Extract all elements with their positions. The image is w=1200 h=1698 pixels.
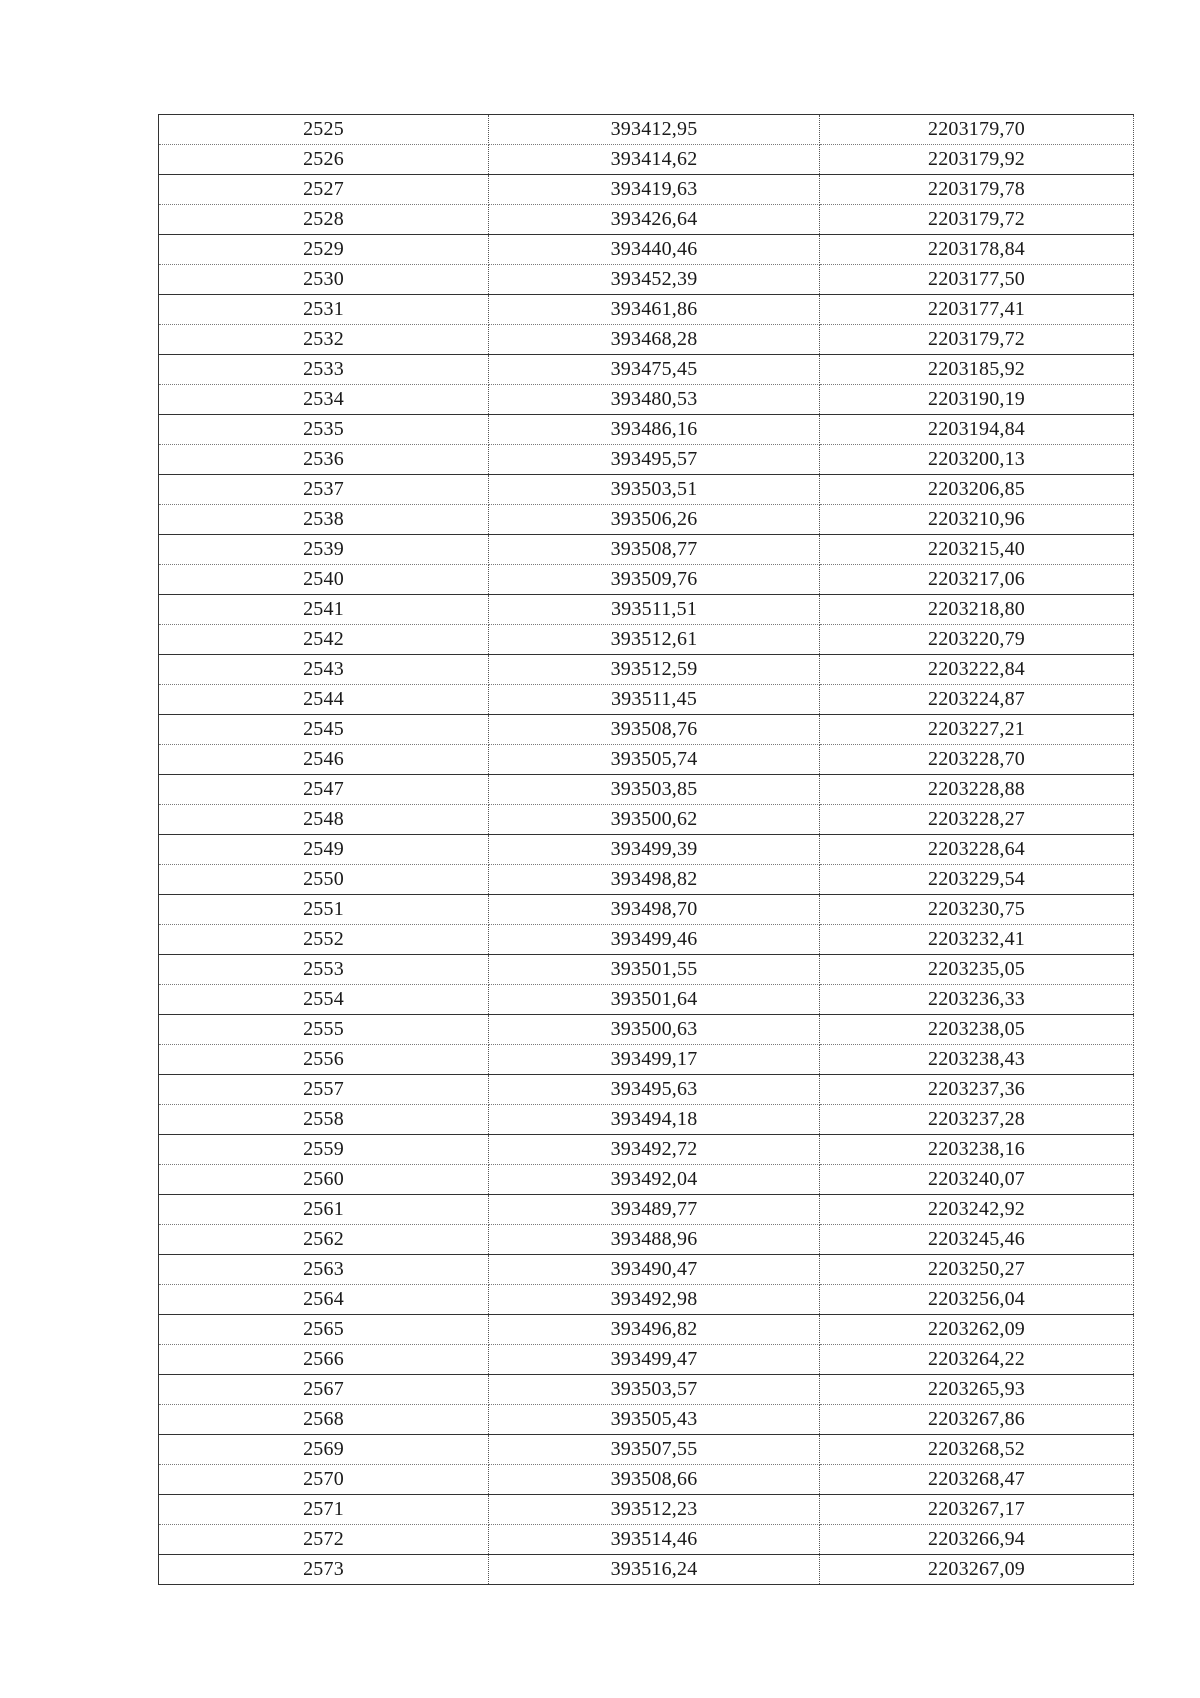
y-coordinate-cell: 2203194,84 [820,415,1134,445]
point-number-cell: 2543 [159,655,489,685]
point-number-cell: 2537 [159,475,489,505]
x-coordinate-cell: 393480,53 [489,385,820,415]
table-row [159,925,1134,955]
table-row [159,145,1134,175]
table-row [159,1405,1134,1435]
table-row [159,1345,1134,1375]
table-row [159,1435,1134,1465]
table-row [159,685,1134,715]
x-coordinate-cell: 393489,77 [489,1195,820,1225]
x-coordinate-cell: 393498,82 [489,865,820,895]
table-row [159,565,1134,595]
table-row [159,205,1134,235]
y-coordinate-cell: 2203238,43 [820,1045,1134,1075]
point-number-cell: 2563 [159,1255,489,1285]
x-coordinate-cell: 393508,77 [489,535,820,565]
point-number-cell: 2531 [159,295,489,325]
table-row [159,1045,1134,1075]
table-row [159,715,1134,745]
y-coordinate-cell: 2203232,41 [820,925,1134,955]
table-row [159,1285,1134,1315]
y-coordinate-cell: 2203228,70 [820,745,1134,775]
table-row [159,1525,1134,1555]
point-number-cell: 2555 [159,1015,489,1045]
point-number-cell: 2566 [159,1345,489,1375]
x-coordinate-cell: 393512,59 [489,655,820,685]
y-coordinate-cell: 2203267,17 [820,1495,1134,1525]
y-coordinate-cell: 2203256,04 [820,1285,1134,1315]
y-coordinate-cell: 2203229,54 [820,865,1134,895]
point-number-cell: 2554 [159,985,489,1015]
y-coordinate-cell: 2203218,80 [820,595,1134,625]
y-coordinate-cell: 2203267,09 [820,1555,1134,1585]
x-coordinate-cell: 393512,61 [489,625,820,655]
table-row [159,265,1134,295]
y-coordinate-cell: 2203179,70 [820,115,1134,145]
point-number-cell: 2539 [159,535,489,565]
y-coordinate-cell: 2203230,75 [820,895,1134,925]
y-coordinate-cell: 2203210,96 [820,505,1134,535]
x-coordinate-cell: 393496,82 [489,1315,820,1345]
y-coordinate-cell: 2203178,84 [820,235,1134,265]
x-coordinate-cell: 393490,47 [489,1255,820,1285]
y-coordinate-cell: 2203267,86 [820,1405,1134,1435]
point-number-cell: 2558 [159,1105,489,1135]
x-coordinate-cell: 393414,62 [489,145,820,175]
point-number-cell: 2545 [159,715,489,745]
table-row [159,655,1134,685]
x-coordinate-cell: 393499,39 [489,835,820,865]
point-number-cell: 2556 [159,1045,489,1075]
y-coordinate-cell: 2203177,50 [820,265,1134,295]
table-row [159,1135,1134,1165]
point-number-cell: 2570 [159,1465,489,1495]
x-coordinate-cell: 393486,16 [489,415,820,445]
x-coordinate-cell: 393509,76 [489,565,820,595]
point-number-cell: 2542 [159,625,489,655]
x-coordinate-cell: 393492,04 [489,1165,820,1195]
y-coordinate-cell: 2203228,88 [820,775,1134,805]
x-coordinate-cell: 393440,46 [489,235,820,265]
table-row [159,415,1134,445]
table-row [159,1255,1134,1285]
table-row [159,235,1134,265]
y-coordinate-cell: 2203179,72 [820,205,1134,235]
point-number-cell: 2559 [159,1135,489,1165]
point-number-cell: 2568 [159,1405,489,1435]
point-number-cell: 2544 [159,685,489,715]
table-row [159,955,1134,985]
point-number-cell: 2552 [159,925,489,955]
point-number-cell: 2535 [159,415,489,445]
table-row [159,535,1134,565]
x-coordinate-cell: 393506,26 [489,505,820,535]
y-coordinate-cell: 2203206,85 [820,475,1134,505]
point-number-cell: 2527 [159,175,489,205]
point-number-cell: 2573 [159,1555,489,1585]
table-row [159,325,1134,355]
x-coordinate-cell: 393468,28 [489,325,820,355]
y-coordinate-cell: 2203238,05 [820,1015,1134,1045]
x-coordinate-cell: 393495,63 [489,1075,820,1105]
point-number-cell: 2546 [159,745,489,775]
x-coordinate-cell: 393503,57 [489,1375,820,1405]
table-row [159,1465,1134,1495]
table-row [159,295,1134,325]
y-coordinate-cell: 2203266,94 [820,1525,1134,1555]
table-row [159,985,1134,1015]
table-row [159,1495,1134,1525]
table-row [159,835,1134,865]
point-number-cell: 2560 [159,1165,489,1195]
point-number-cell: 2526 [159,145,489,175]
point-number-cell: 2572 [159,1525,489,1555]
table-row [159,505,1134,535]
y-coordinate-cell: 2203200,13 [820,445,1134,475]
table-row [159,1315,1134,1345]
x-coordinate-cell: 393503,85 [489,775,820,805]
x-coordinate-cell: 393505,43 [489,1405,820,1435]
table-row [159,865,1134,895]
x-coordinate-cell: 393499,46 [489,925,820,955]
y-coordinate-cell: 2203228,64 [820,835,1134,865]
y-coordinate-cell: 2203268,52 [820,1435,1134,1465]
x-coordinate-cell: 393498,70 [489,895,820,925]
y-coordinate-cell: 2203240,07 [820,1165,1134,1195]
point-number-cell: 2532 [159,325,489,355]
table-row [159,1195,1134,1225]
table-row [159,475,1134,505]
table-row [159,625,1134,655]
point-number-cell: 2571 [159,1495,489,1525]
y-coordinate-cell: 2203238,16 [820,1135,1134,1165]
point-number-cell: 2569 [159,1435,489,1465]
table-row [159,595,1134,625]
y-coordinate-cell: 2203268,47 [820,1465,1134,1495]
y-coordinate-cell: 2203245,46 [820,1225,1134,1255]
point-number-cell: 2553 [159,955,489,985]
y-coordinate-cell: 2203185,92 [820,355,1134,385]
x-coordinate-cell: 393508,76 [489,715,820,745]
table-row [159,1165,1134,1195]
point-number-cell: 2561 [159,1195,489,1225]
table-row [159,775,1134,805]
x-coordinate-cell: 393511,51 [489,595,820,625]
x-coordinate-cell: 393500,63 [489,1015,820,1045]
x-coordinate-cell: 393488,96 [489,1225,820,1255]
table-row [159,1015,1134,1045]
x-coordinate-cell: 393452,39 [489,265,820,295]
table-row [159,445,1134,475]
x-coordinate-cell: 393516,24 [489,1555,820,1585]
x-coordinate-cell: 393514,46 [489,1525,820,1555]
x-coordinate-cell: 393475,45 [489,355,820,385]
point-number-cell: 2548 [159,805,489,835]
table-row [159,1225,1134,1255]
x-coordinate-cell: 393507,55 [489,1435,820,1465]
table-row [159,745,1134,775]
y-coordinate-cell: 2203237,28 [820,1105,1134,1135]
y-coordinate-cell: 2203190,19 [820,385,1134,415]
x-coordinate-cell: 393501,64 [489,985,820,1015]
y-coordinate-cell: 2203237,36 [820,1075,1134,1105]
y-coordinate-cell: 2203242,92 [820,1195,1134,1225]
x-coordinate-cell: 393501,55 [489,955,820,985]
table-row [159,1555,1134,1585]
point-number-cell: 2541 [159,595,489,625]
x-coordinate-cell: 393492,98 [489,1285,820,1315]
x-coordinate-cell: 393492,72 [489,1135,820,1165]
y-coordinate-cell: 2203177,41 [820,295,1134,325]
point-number-cell: 2547 [159,775,489,805]
point-number-cell: 2557 [159,1075,489,1105]
x-coordinate-cell: 393499,47 [489,1345,820,1375]
y-coordinate-cell: 2203265,93 [820,1375,1134,1405]
point-number-cell: 2529 [159,235,489,265]
x-coordinate-cell: 393426,64 [489,205,820,235]
x-coordinate-cell: 393495,57 [489,445,820,475]
point-number-cell: 2551 [159,895,489,925]
y-coordinate-cell: 2203236,33 [820,985,1134,1015]
point-number-cell: 2533 [159,355,489,385]
y-coordinate-cell: 2203228,27 [820,805,1134,835]
x-coordinate-cell: 393461,86 [489,295,820,325]
x-coordinate-cell: 393419,63 [489,175,820,205]
point-number-cell: 2536 [159,445,489,475]
point-number-cell: 2567 [159,1375,489,1405]
table-row [159,1075,1134,1105]
x-coordinate-cell: 393508,66 [489,1465,820,1495]
x-coordinate-cell: 393499,17 [489,1045,820,1075]
y-coordinate-cell: 2203250,27 [820,1255,1134,1285]
y-coordinate-cell: 2203220,79 [820,625,1134,655]
y-coordinate-cell: 2203235,05 [820,955,1134,985]
point-number-cell: 2550 [159,865,489,895]
point-number-cell: 2538 [159,505,489,535]
table-row [159,385,1134,415]
point-number-cell: 2562 [159,1225,489,1255]
point-number-cell: 2530 [159,265,489,295]
table-row [159,175,1134,205]
table-row [159,1375,1134,1405]
y-coordinate-cell: 2203224,87 [820,685,1134,715]
x-coordinate-cell: 393503,51 [489,475,820,505]
point-number-cell: 2565 [159,1315,489,1345]
x-coordinate-cell: 393500,62 [489,805,820,835]
y-coordinate-cell: 2203217,06 [820,565,1134,595]
y-coordinate-cell: 2203222,84 [820,655,1134,685]
x-coordinate-cell: 393512,23 [489,1495,820,1525]
point-number-cell: 2528 [159,205,489,235]
point-number-cell: 2549 [159,835,489,865]
y-coordinate-cell: 2203215,40 [820,535,1134,565]
x-coordinate-cell: 393412,95 [489,115,820,145]
point-number-cell: 2540 [159,565,489,595]
coordinates-table [158,114,1134,1585]
y-coordinate-cell: 2203262,09 [820,1315,1134,1345]
table-row [159,115,1134,145]
y-coordinate-cell: 2203264,22 [820,1345,1134,1375]
x-coordinate-cell: 393505,74 [489,745,820,775]
y-coordinate-cell: 2203227,21 [820,715,1134,745]
table-row [159,355,1134,385]
point-number-cell: 2525 [159,115,489,145]
y-coordinate-cell: 2203179,92 [820,145,1134,175]
x-coordinate-cell: 393494,18 [489,1105,820,1135]
y-coordinate-cell: 2203179,78 [820,175,1134,205]
point-number-cell: 2564 [159,1285,489,1315]
y-coordinate-cell: 2203179,72 [820,325,1134,355]
coordinates-table-body [159,115,1134,1585]
table-row [159,895,1134,925]
table-row [159,805,1134,835]
table-row [159,1105,1134,1135]
x-coordinate-cell: 393511,45 [489,685,820,715]
point-number-cell: 2534 [159,385,489,415]
